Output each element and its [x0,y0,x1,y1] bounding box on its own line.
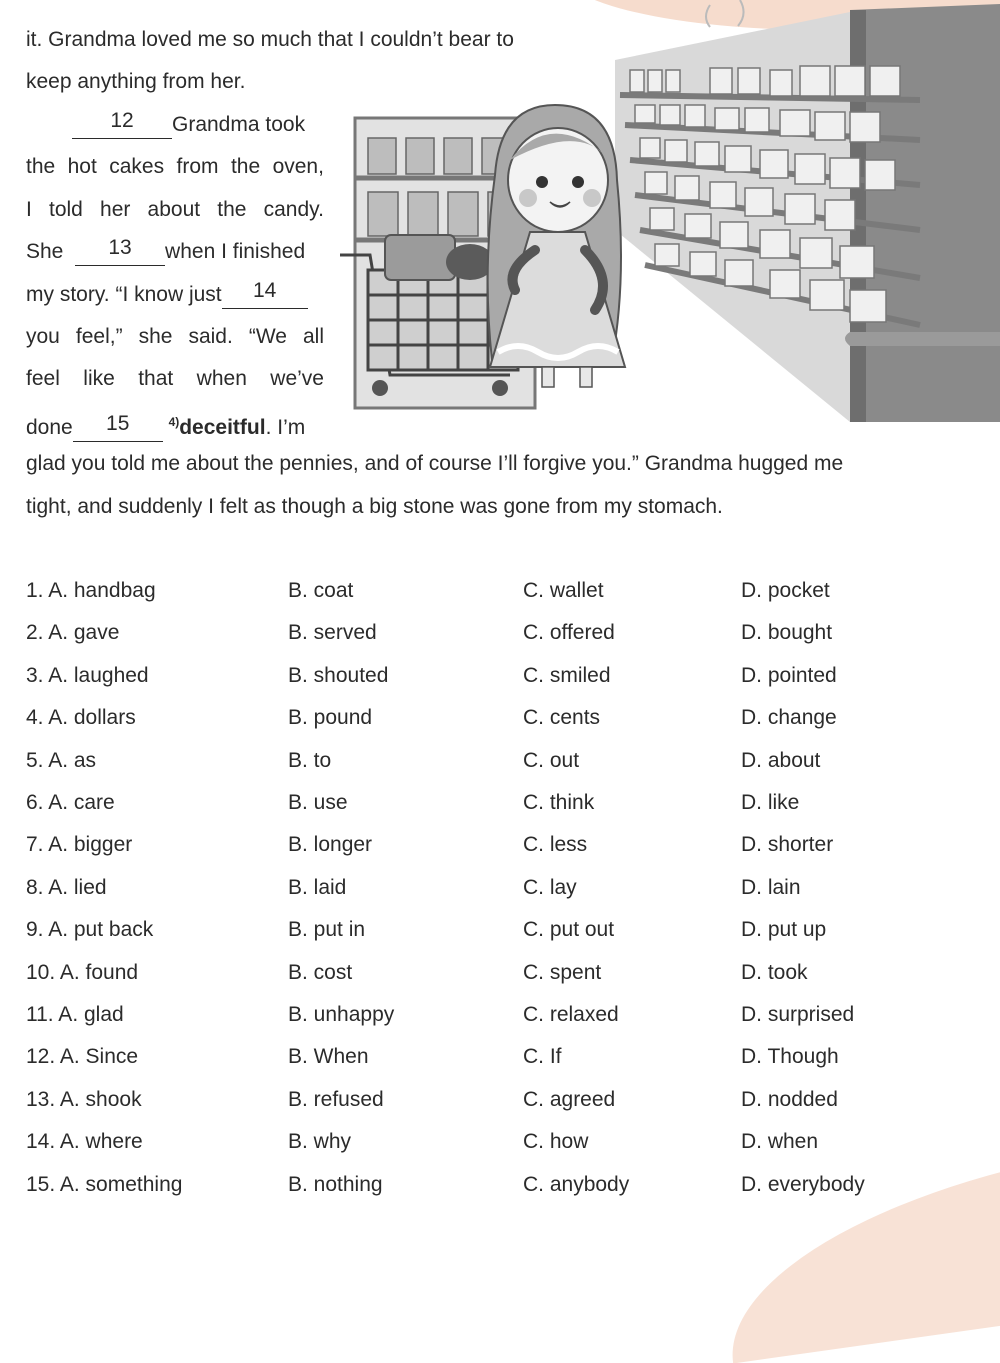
passage-line: feel like that when we’ve [26,367,324,390]
question-row [26,706,986,748]
option-c[interactable]: C. relaxed [523,1003,619,1026]
question-row [26,664,986,706]
option-a[interactable]: 15. A. something [26,1172,183,1196]
blank-12[interactable]: 12 [72,112,172,139]
passage-line: tight, and suddenly I felt as though a big stone was gone from my stomach. [26,495,723,518]
option-b[interactable]: B. shouted [288,663,389,687]
question-row [26,876,986,918]
option-c[interactable]: C. cents [523,706,601,730]
option-a[interactable]: 13. A. shook [26,1087,142,1111]
option-c[interactable]: C. out [523,748,580,772]
option-d[interactable]: D. Though [741,1045,839,1069]
question-row [26,1045,986,1087]
option-c[interactable]: C. offered [523,621,615,645]
option-a[interactable]: 4. A. dollars [26,706,136,730]
blank-13[interactable]: 13 [75,239,165,266]
supermarket-illustration [330,0,1000,422]
passage-line: keep anything from her. [26,70,246,93]
passage-line: it. Grandma loved me so much that I couldn’t bear to [26,28,514,51]
option-a[interactable]: 1. A. handbag [26,579,156,602]
footnote-marker: 4) [168,415,180,429]
question-row [26,1173,986,1215]
option-a[interactable]: 2. A. gave [26,621,120,645]
option-b[interactable]: B. cost [288,960,353,984]
option-c[interactable]: C. smiled [523,663,611,687]
option-d[interactable]: D. bought [741,621,833,645]
question-row [26,961,986,1003]
option-d[interactable]: D. pointed [741,663,837,687]
option-b[interactable]: B. longer [288,833,373,857]
option-d[interactable]: D. surprised [741,1003,855,1026]
option-c[interactable]: C. put out [523,918,615,942]
option-b[interactable]: B. to [288,748,332,772]
passage-line: 12 Grandma took [26,104,305,147]
option-d[interactable]: D. nodded [741,1087,838,1111]
option-a[interactable]: 7. A. bigger [26,833,133,857]
option-d[interactable]: D. change [741,706,837,730]
option-c[interactable]: C. lay [523,875,577,899]
passage-line: you feel,” she said. “We all [26,325,324,348]
option-c[interactable]: C. think [523,791,595,814]
option-b[interactable]: B. why [288,1130,352,1154]
option-c[interactable]: C. spent [523,960,602,984]
option-b[interactable]: B. put in [288,918,366,942]
option-d[interactable]: D. lain [741,875,801,899]
option-b[interactable]: B. laid [288,875,347,899]
question-row [26,1130,986,1172]
question-row [26,1088,986,1130]
passage-line: done 15 $^{4)}$deceitful. I’m [26,401,305,450]
option-b[interactable]: B. refused [288,1087,384,1111]
question-row [26,579,986,621]
option-d[interactable]: D. pocket [741,579,830,602]
option-a[interactable]: 11. A. glad [26,1003,124,1026]
option-b[interactable]: B. nothing [288,1172,383,1196]
option-a[interactable]: 5. A. as [26,748,97,772]
passage-line: She 13 when I finished [26,231,305,274]
option-c[interactable]: C. how [523,1130,589,1154]
option-b[interactable]: B. served [288,621,377,645]
passage-line: glad you told me about the pennies, and of course I’ll forgive you.” Grandma hugged me [26,452,844,475]
question-row [26,918,986,960]
option-d[interactable]: D. took [741,960,808,984]
option-a[interactable]: 9. A. put back [26,918,154,942]
option-d[interactable]: D. about [741,748,821,772]
option-c[interactable]: C. anybody [523,1172,630,1196]
option-b[interactable]: B. use [288,791,348,814]
question-row [26,749,986,791]
question-row [26,621,986,663]
question-row [26,1003,986,1045]
blank-15[interactable]: 15 [73,415,163,442]
option-c[interactable]: C. less [523,833,588,857]
option-d[interactable]: D. when [741,1130,819,1154]
option-c[interactable]: C. wallet [523,579,604,602]
question-row [26,791,986,833]
option-c[interactable]: C. If [523,1045,562,1069]
passage-line: the hot cakes from the oven, [26,155,324,178]
option-a[interactable]: 3. A. laughed [26,663,149,687]
option-a[interactable]: 12. A. Since [26,1045,139,1069]
option-c[interactable]: C. agreed [523,1087,616,1111]
question-row [26,833,986,875]
blank-14[interactable]: 14 [222,282,308,309]
passage-line: I told her about the candy. [26,198,324,221]
option-b[interactable]: B. When [288,1045,369,1069]
option-d[interactable]: D. everybody [741,1172,865,1196]
option-b[interactable]: B. coat [288,579,354,602]
option-d[interactable]: D. like [741,791,800,814]
option-a[interactable]: 10. A. found [26,960,139,984]
option-d[interactable]: D. put up [741,918,827,942]
option-b[interactable]: B. pound [288,706,373,730]
option-a[interactable]: 14. A. where [26,1130,143,1154]
option-a[interactable]: 8. A. lied [26,875,107,899]
option-a[interactable]: 6. A. care [26,791,115,814]
bold-vocab-word: deceitful [179,416,266,439]
passage-line: my story. “I know just 14 [26,274,308,317]
option-b[interactable]: B. unhappy [288,1003,395,1026]
option-d[interactable]: D. shorter [741,833,834,857]
